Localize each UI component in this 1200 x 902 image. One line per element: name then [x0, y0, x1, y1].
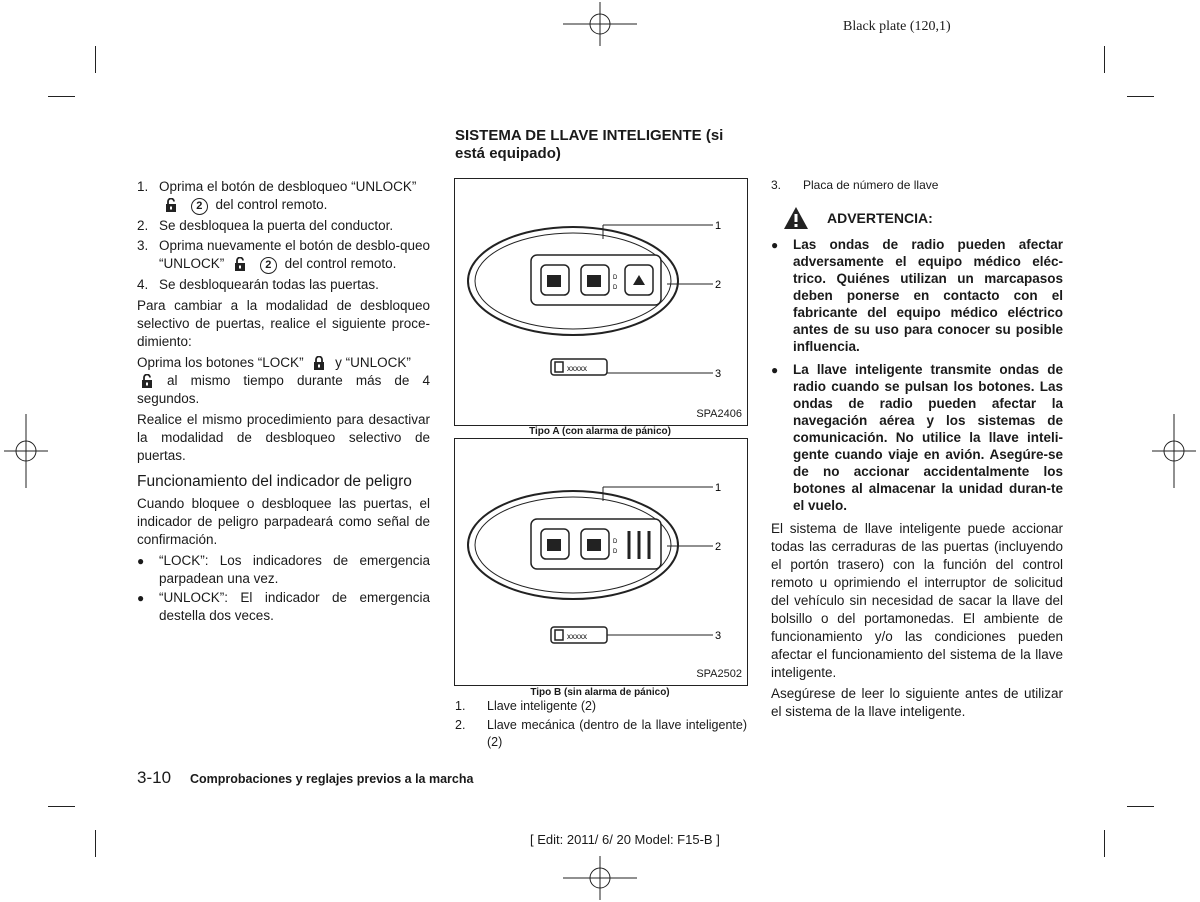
- figure-code: SPA2502: [696, 668, 742, 680]
- plate-label: Black plate (120,1): [843, 19, 951, 34]
- section-title: SISTEMA DE LLAVE INTELIGENTE (si está equipado): [455, 127, 724, 162]
- right-column: [771, 176, 1063, 724]
- figure-caption: Tipo A (con alarma de pánico): [529, 426, 671, 437]
- paragraph: El sistema de llave inteligente puede accionar todas las cerraduras de las puertas (incluyendo el portón trasero) con la función del control remoto u oprimiendo el interruptor de solicitud del vehículo sin necesidad de sacar la llave del bolsillo o del portamonedas. El ambiente de funcionamiento y/o las condiciones pueden afectar el funcionamiento del sistema de la llave inteligente.: [771, 521, 1063, 680]
- figure-code: SPA2406: [696, 408, 742, 420]
- hazard-bullets: [137, 552, 430, 625]
- list-item: 3. Oprima nuevamente el botón de desblo-queo “UNLOCK” 2 del control remoto.: [137, 237, 430, 274]
- paragraph: Para cambiar a la modalidad de desbloqueo selectivo de puertas, realice el siguiente proce-dimiento:: [137, 298, 430, 349]
- list-item: ● Las ondas de radio pueden afectar adversamente el equipo médico eléc-trico. Quiénes utilizan un marcapasos deben ponerse en contacto con el fabricante del equipo médico eléctrico antes de su uso para conocer su posible influencia.: [771, 237, 1063, 354]
- callout-2: 2: [715, 279, 722, 291]
- left-column: [137, 178, 430, 626]
- registration-mark-right: [1152, 414, 1196, 488]
- svg-text:D: D: [613, 549, 618, 555]
- list-item: ● “UNLOCK”: El indicador de emergencia destella dos veces.: [137, 590, 430, 623]
- callout-3: 3: [715, 368, 722, 380]
- intelligent-key-illustration: [455, 439, 747, 685]
- svg-text:D: D: [613, 539, 618, 545]
- figure-type-b: [454, 438, 748, 686]
- callout-circle: 2: [260, 257, 277, 274]
- svg-text:D: D: [613, 275, 618, 281]
- warning-heading: ADVERTENCIA:: [771, 206, 1063, 230]
- paragraph: Asegúrese de leer lo siguiente antes de utilizar el sistema de la llave inteligente.: [771, 686, 1063, 719]
- warning-icon: [783, 206, 809, 230]
- unlock-icon: [234, 257, 246, 271]
- callout-1: 1: [715, 220, 722, 232]
- registration-mark-bottom: [563, 856, 637, 900]
- figure-caption: Tipo B (sin alarma de pánico): [530, 687, 670, 698]
- plate-text: xxxxx: [567, 632, 587, 641]
- unlock-steps: [137, 178, 430, 294]
- paragraph: Realice el mismo procedimiento para desactivar la modalidad de desbloqueo selectivo de puertas.: [137, 412, 430, 463]
- plate-text: xxxxx: [567, 364, 587, 373]
- edit-info: [ Edit: 2011/ 6/ 20 Model: F15-B ]: [530, 832, 720, 847]
- unlock-icon: [141, 374, 153, 388]
- legend-list: [455, 698, 747, 754]
- list-item: 3. Placa de número de llave: [771, 178, 939, 192]
- chapter-title: Comprobaciones y reglajes previos a la marcha: [190, 772, 474, 786]
- list-item: ● “LOCK”: Los indicadores de emergencia parpadean una vez.: [137, 553, 430, 586]
- list-item: ● La llave inteligente transmite ondas de radio cuando se pulsan los botones. Las ondas de radio pueden afectar la navegación aérea y los sistemas de comunicación. No utilice la llave inteli-gente cuando viaje en avión. Asegúre-se de no accionar accidentalmente los botones al almacenar la unidad duran-te el vuelo.: [771, 362, 1063, 513]
- registration-mark-top: [563, 2, 637, 46]
- callout-3: 3: [715, 630, 722, 642]
- lock-icon: [313, 356, 325, 370]
- registration-mark-left: [4, 414, 48, 488]
- page-number: 3-10: [137, 768, 172, 787]
- svg-text:D: D: [613, 285, 618, 291]
- list-item: 2. Llave mecánica (dentro de la llave inteligente) (2): [455, 718, 747, 749]
- subheading: Funcionamiento del indicador de peligro: [137, 473, 412, 490]
- callout-1: 1: [715, 482, 722, 494]
- intelligent-key-illustration: [455, 179, 747, 425]
- list-item: 1. Llave inteligente (2): [455, 699, 597, 713]
- callout-circle: 2: [191, 198, 208, 215]
- warning-list: [771, 236, 1063, 514]
- paragraph: Cuando bloquee o desbloquee las puertas, el indicador de peligro parpadeará como señal de confirmación.: [137, 496, 430, 547]
- unlock-icon: [165, 198, 177, 212]
- figure-type-a: [454, 178, 748, 426]
- paragraph: Oprima los botones “LOCK” y “UNLOCK” al mismo tiempo durante más de 4 segundos.: [137, 355, 430, 406]
- callout-2: 2: [715, 541, 722, 553]
- list-item: 2. Se desbloquea la puerta del conductor.: [137, 218, 394, 233]
- list-item: 1. Oprima el botón de desbloqueo “UNLOCK” 2 del control remoto.: [137, 178, 430, 215]
- list-item: 4. Se desbloquearán todas las puertas.: [137, 277, 379, 292]
